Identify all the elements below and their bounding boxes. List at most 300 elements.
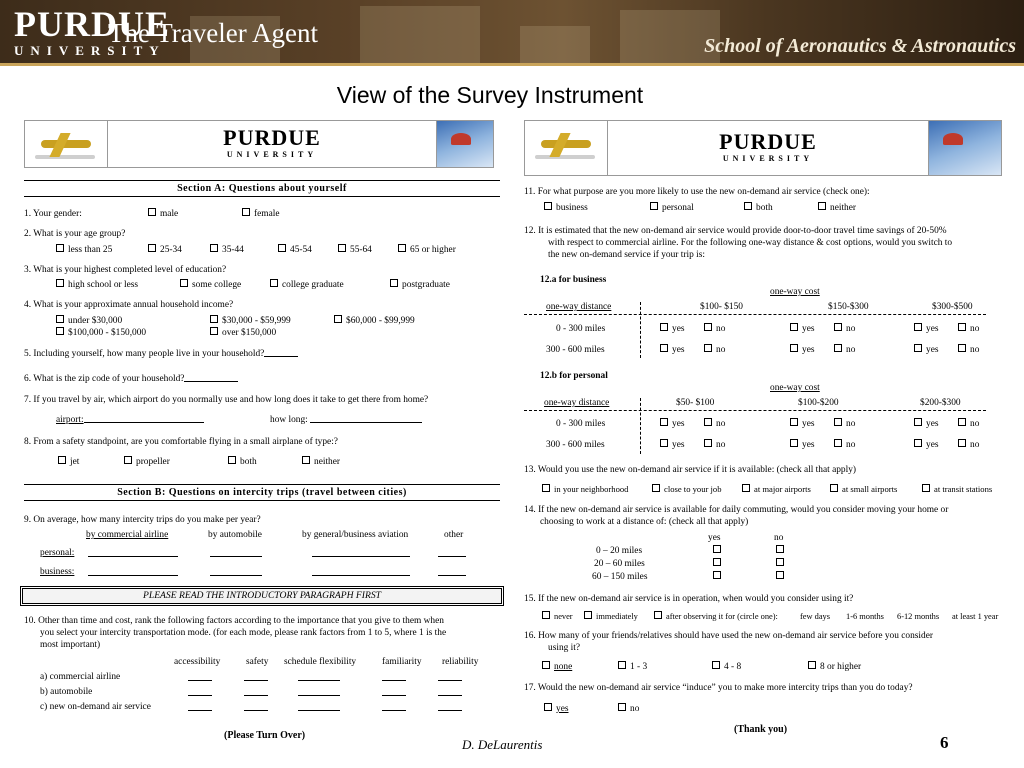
switch-choice[interactable] [834,323,855,335]
how-long-label: how long: [270,415,308,425]
rank-field[interactable] [188,695,212,696]
trips-input-row [88,548,466,560]
checkbox[interactable] [704,323,712,331]
checkbox[interactable] [618,703,626,711]
switch-choice[interactable] [958,439,979,451]
question-9: 9. On average, how many intercity trips do you make per year? [24,515,261,525]
section-a-heading: Section A: Questions about yourself [24,180,500,197]
household-size-field[interactable] [264,356,298,357]
purpose-option[interactable] [544,202,588,214]
cost-header: one-way cost [770,287,820,297]
rank-field[interactable] [298,695,340,696]
switch-choice[interactable] [660,439,685,451]
option-label: yes [556,704,569,714]
plane-shadow [35,155,95,159]
option-label: 4 - 8 [724,662,742,672]
rank-column-header: schedule flexibility [284,657,357,667]
choice-label: yes [802,419,815,429]
rank-field[interactable] [438,695,462,696]
checkbox[interactable] [270,279,278,287]
checkbox[interactable] [210,315,218,323]
choice-label: yes [802,440,815,450]
checkbox[interactable] [542,661,550,669]
commute-yes-header: yes [708,533,721,543]
question-12-line-2: with respect to commercial airline. For the following one-way distance & cost options, would you switch to [548,238,953,248]
rank-row-label: c) new on-demand air service [40,702,151,712]
option-label: 65 or higher [410,245,456,255]
option-label: $30,000 - $59,999 [222,316,291,326]
checkbox[interactable] [56,327,64,335]
trips-field[interactable] [438,556,466,557]
trips-field[interactable] [312,556,410,557]
friends-option[interactable] [618,661,647,673]
option-label: college graduate [282,280,344,290]
checkbox[interactable] [302,456,310,464]
survey-logo-text: PURDUE [719,129,817,154]
trips-field[interactable] [88,556,178,557]
question-14-line-2: choosing to work at a distance of: (check all that apply) [540,517,749,527]
option-label: neither [830,203,857,213]
checkbox[interactable] [58,456,66,464]
banner-building [360,6,480,66]
purpose-option[interactable] [818,202,856,214]
choice-label: yes [672,324,685,334]
checkbox[interactable] [228,456,236,464]
choice-label: yes [926,440,939,450]
checkbox[interactable] [914,323,922,331]
checkbox[interactable] [958,323,966,331]
switch-choice[interactable] [834,344,855,356]
plane-type-option[interactable] [58,456,79,468]
option-label: some college [192,280,242,290]
circle-choice[interactable]: 1-6 months [846,612,884,621]
checkbox[interactable] [958,344,966,352]
choice-label: yes [672,345,685,355]
sky-image [436,121,493,167]
airport-label: airport: [56,415,84,425]
checkbox[interactable] [704,418,712,426]
induce-option[interactable] [544,703,569,715]
income-option[interactable] [56,327,146,339]
commute-checkbox[interactable] [776,571,788,583]
switch-choice[interactable] [914,439,939,451]
checkbox[interactable] [542,484,550,492]
option-label: neither [314,457,341,467]
rank-row-label: b) automobile [40,687,93,697]
education-option[interactable] [270,279,344,291]
purpose-option[interactable] [650,202,694,214]
rank-column-header: reliability [442,657,479,667]
checkbox[interactable] [148,208,156,216]
switch-choice[interactable] [790,344,815,356]
rank-field[interactable] [298,680,340,681]
choice-label: no [716,440,726,450]
checkbox[interactable] [210,327,218,335]
option-label: personal [662,203,694,213]
switch-choice[interactable] [704,323,725,335]
checkbox[interactable] [148,244,156,252]
rank-field[interactable] [188,710,212,711]
choice-label: yes [672,440,685,450]
education-option[interactable] [390,279,450,291]
checkbox[interactable] [776,545,784,553]
option-label: under $30,000 [68,316,123,326]
option-label: at transit stations [934,484,993,494]
option-label: 45-54 [290,245,312,255]
checkbox[interactable] [830,484,838,492]
checkbox[interactable] [790,439,798,447]
switch-choice[interactable] [660,418,685,430]
option-label: 8 or higher [820,662,862,672]
commute-distance: 60 – 150 miles [592,572,648,582]
switch-choice[interactable] [704,418,725,430]
income-option[interactable] [210,315,291,327]
checkbox[interactable] [654,611,662,619]
survey-purdue-logo [108,127,436,161]
checkbox[interactable] [338,244,346,252]
banner-building [520,26,590,66]
switch-choice[interactable] [914,344,939,356]
subquestion-12b: 12.b for personal [540,371,608,381]
checkbox[interactable] [790,418,798,426]
commute-distance: 0 – 20 miles [596,546,643,556]
airport-field[interactable] [84,422,204,423]
age-option[interactable] [398,244,456,256]
checkbox[interactable] [818,202,826,210]
checkbox[interactable] [713,545,721,553]
option-label: both [756,203,773,213]
read-intro-banner: PLEASE READ THE INTRODUCTORY PARAGRAPH FIRST [22,588,502,604]
rank-field[interactable] [438,710,462,711]
checkbox[interactable] [834,323,842,331]
rank-row-label: a) commercial airline [40,672,121,682]
option-label: high school or less [68,280,139,290]
age-option[interactable] [338,244,372,256]
survey-purdue-logo [608,131,928,165]
option-label: 1 - 3 [630,662,648,672]
checkbox[interactable] [390,279,398,287]
banner-rule [0,63,1024,66]
checkbox[interactable] [660,439,668,447]
checkbox[interactable] [542,611,550,619]
trips-column-header: by commercial airline [86,530,169,540]
plane-type-option[interactable] [302,456,340,468]
education-option[interactable] [56,279,138,291]
sky-image-detail [943,133,963,145]
induce-option[interactable] [618,703,639,715]
option-label: business [556,203,588,213]
question-10-line-2: you select your intercity transportation mode. (for each mode, please rank factors from 1 to 5, where 1 is the [40,628,447,638]
commute-distance: 20 – 60 miles [594,559,645,569]
question-2: 2. What is your age group? [24,229,126,239]
question-15: 15. If the new on-demand air service is in operation, when would you consider using it? [524,594,854,604]
location-option[interactable] [652,483,722,495]
how-long-field[interactable] [310,422,422,423]
plane-type-option[interactable] [124,456,170,468]
purpose-option[interactable] [744,202,773,214]
switch-choice[interactable] [790,323,815,335]
checkbox[interactable] [56,244,64,252]
switch-choice[interactable] [704,344,725,356]
option-label: over $150,000 [222,328,277,338]
choice-label: no [970,419,980,429]
income-option[interactable] [334,315,415,327]
choice-label: yes [926,324,939,334]
trips-field[interactable] [312,575,410,576]
rank-column-header: safety [246,657,269,667]
zip-code-field[interactable] [184,381,238,382]
trips-input-row [88,567,466,579]
trips-column-header: by automobile [208,530,262,540]
switch-choice[interactable] [834,439,855,451]
question-16-line-2: using it? [548,643,581,653]
switch-choice[interactable] [958,344,979,356]
choice-label: no [970,345,980,355]
checkbox[interactable] [652,484,660,492]
location-option[interactable] [542,483,628,495]
rank-field[interactable] [298,710,340,711]
question-7: 7. If you travel by air, which airport do you normally use and how long does it take to get there from home? [24,395,429,405]
rank-field[interactable] [244,680,268,681]
timing-option[interactable] [584,611,638,623]
survey-page-1 [16,112,502,752]
checkbox[interactable] [958,418,966,426]
subquestion-12a: 12.a for business [540,275,607,285]
plane-shadow [535,155,595,159]
commute-checkbox[interactable] [776,558,788,570]
choice-label: yes [926,345,939,355]
checkbox[interactable] [544,202,552,210]
option-label: male [160,209,179,219]
rank-field[interactable] [382,710,406,711]
survey-page-2 [520,112,1018,752]
switch-choice[interactable] [914,418,939,430]
friends-option[interactable] [712,661,741,673]
divider [524,410,986,411]
checkbox[interactable] [914,344,922,352]
trips-field[interactable] [438,575,466,576]
rank-field[interactable] [244,710,268,711]
checkbox[interactable] [834,418,842,426]
checkbox[interactable] [334,315,342,323]
checkbox[interactable] [180,279,188,287]
question-12-line-1: 12. It is estimated that the new on-demand air service would provide door-to-door travel time savings of 20-50% [524,226,947,236]
option-label: never [554,612,573,621]
checkbox[interactable] [744,202,752,210]
option-label: after observing it for (circle one): [666,612,778,621]
checkbox[interactable] [544,703,552,711]
checkbox[interactable] [210,244,218,252]
cost-column: $150-$300 [828,302,869,312]
question-8: 8. From a safety standpoint, are you comfortable flying in a small airplane of type:? [24,437,338,447]
checkbox[interactable] [618,661,626,669]
checkbox[interactable] [776,571,784,579]
trips-field[interactable] [210,556,262,557]
survey-logo-subtext: UNIVERSITY [226,150,318,159]
circle-choice[interactable]: 6-12 months [897,612,940,621]
section-b-heading: Section B: Questions on intercity trips (travel between cities) [24,484,500,501]
checkbox[interactable] [808,661,816,669]
checkbox[interactable] [584,611,592,619]
divider [524,314,986,315]
how-long-row [270,414,422,426]
question-16-line-1: 16. How many of your friends/relatives should have used the new on-demand air service before you consider [524,631,933,641]
option-label: $60,000 - $99,999 [346,316,415,326]
checkbox[interactable] [712,661,720,669]
trips-field[interactable] [210,575,262,576]
option-label: jet [70,457,80,467]
checkbox[interactable] [650,202,658,210]
switch-choice[interactable] [958,418,979,430]
checkbox[interactable] [914,418,922,426]
gender-option[interactable] [148,208,178,220]
income-option[interactable] [56,315,122,327]
switch-choice[interactable] [790,439,815,451]
option-label: at small airports [842,484,898,494]
switch-choice[interactable] [704,439,725,451]
checkbox[interactable] [660,344,668,352]
rank-input-row [188,702,462,714]
option-label: 35-44 [222,245,244,255]
age-option[interactable] [56,244,112,256]
question-4: 4. What is your approximate annual household income? [24,300,234,310]
checkbox[interactable] [914,439,922,447]
cost-column: $300-$500 [932,302,973,312]
location-option[interactable] [830,483,897,495]
question-6-text: 6. What is the zip code of your household? [24,374,185,384]
checkbox[interactable] [713,558,721,566]
switch-choice[interactable] [914,323,939,335]
friends-option[interactable] [542,661,572,673]
checkbox[interactable] [278,244,286,252]
circle-choice[interactable]: few days [800,612,830,621]
survey-logo-strip [524,120,1002,176]
choice-label: no [846,345,856,355]
option-label: at major airports [754,484,811,494]
switch-choice[interactable] [834,418,855,430]
cost-column: $50- $100 [676,398,715,408]
cost-column: $100- $150 [700,302,743,312]
commute-checkbox[interactable] [713,558,725,570]
checkbox[interactable] [56,315,64,323]
slide-title: View of the Survey Instrument [336,82,644,108]
option-label: close to your job [664,484,722,494]
checkbox[interactable] [958,439,966,447]
presentation-title: The Traveler Agent [108,18,318,48]
airport-row [56,414,204,426]
commute-checkbox[interactable] [776,545,788,557]
checkbox[interactable] [398,244,406,252]
divider [640,398,641,454]
sky-image [928,121,1001,175]
switch-choice[interactable] [660,323,685,335]
trips-row-label: business: [40,567,75,577]
trips-column-header: by general/business aviation [302,530,409,540]
gender-option[interactable] [242,208,280,220]
thank-you-note: (Thank you) [734,724,788,735]
location-option[interactable] [922,483,992,495]
choice-label: no [716,324,726,334]
age-option[interactable] [278,244,312,256]
trips-field[interactable] [88,575,178,576]
distance-row-label: 0 - 300 miles [556,419,606,429]
rank-field[interactable] [382,680,406,681]
checkbox[interactable] [922,484,930,492]
rank-field[interactable] [188,680,212,681]
choice-label: no [846,324,856,334]
cost-column: $100-$200 [798,398,839,408]
switch-choice[interactable] [958,323,979,335]
checkbox[interactable] [776,558,784,566]
author-name: D. DeLaurentis [462,737,543,752]
airplane-image [525,121,608,175]
option-label: propeller [136,457,170,467]
circle-choice[interactable]: at least 1 year [952,612,999,621]
airplane-image [25,121,108,167]
question-1: 1. Your gender: [24,209,82,219]
checkbox[interactable] [242,208,250,216]
rank-column-header: accessibility [174,657,221,667]
question-5-text: 5. Including yourself, how many people live in your household? [24,349,265,359]
question-10-line-3: most important) [40,640,101,650]
choice-label: no [970,440,980,450]
checkbox[interactable] [704,439,712,447]
plane-type-option[interactable] [228,456,257,468]
divider [640,302,641,358]
distance-row-label: 0 - 300 miles [556,324,606,334]
checkbox[interactable] [790,344,798,352]
trips-row-label: personal: [40,548,75,558]
checkbox[interactable] [834,439,842,447]
rank-field[interactable] [244,695,268,696]
header-banner [0,0,1024,66]
checkbox[interactable] [124,456,132,464]
checkbox[interactable] [834,344,842,352]
rank-input-row [188,687,462,699]
age-option[interactable] [210,244,244,256]
friends-option[interactable] [808,661,861,673]
switch-choice[interactable] [660,344,685,356]
cost-header: one-way cost [770,383,820,393]
location-option[interactable] [742,483,811,495]
checkbox[interactable] [790,323,798,331]
choice-label: no [970,324,980,334]
rank-field[interactable] [382,695,406,696]
checkbox[interactable] [660,418,668,426]
rank-field[interactable] [438,680,462,681]
switch-choice[interactable] [790,418,815,430]
checkbox[interactable] [660,323,668,331]
option-label: none [554,662,573,672]
age-option[interactable] [148,244,182,256]
commute-checkbox[interactable] [713,571,725,583]
timing-option[interactable] [654,611,778,623]
question-3: 3. What is your highest completed level of education? [24,265,227,275]
distance-row-label: 300 - 600 miles [546,440,605,450]
commute-checkbox[interactable] [713,545,725,557]
education-option[interactable] [180,279,241,291]
question-6 [24,373,238,385]
income-option[interactable] [210,327,276,339]
commute-no-header: no [774,533,784,543]
choice-label: no [716,345,726,355]
checkbox[interactable] [704,344,712,352]
timing-option[interactable] [542,611,573,623]
slide-number: 6 [940,733,949,752]
checkbox[interactable] [56,279,64,287]
checkbox[interactable] [713,571,721,579]
checkbox[interactable] [742,484,750,492]
